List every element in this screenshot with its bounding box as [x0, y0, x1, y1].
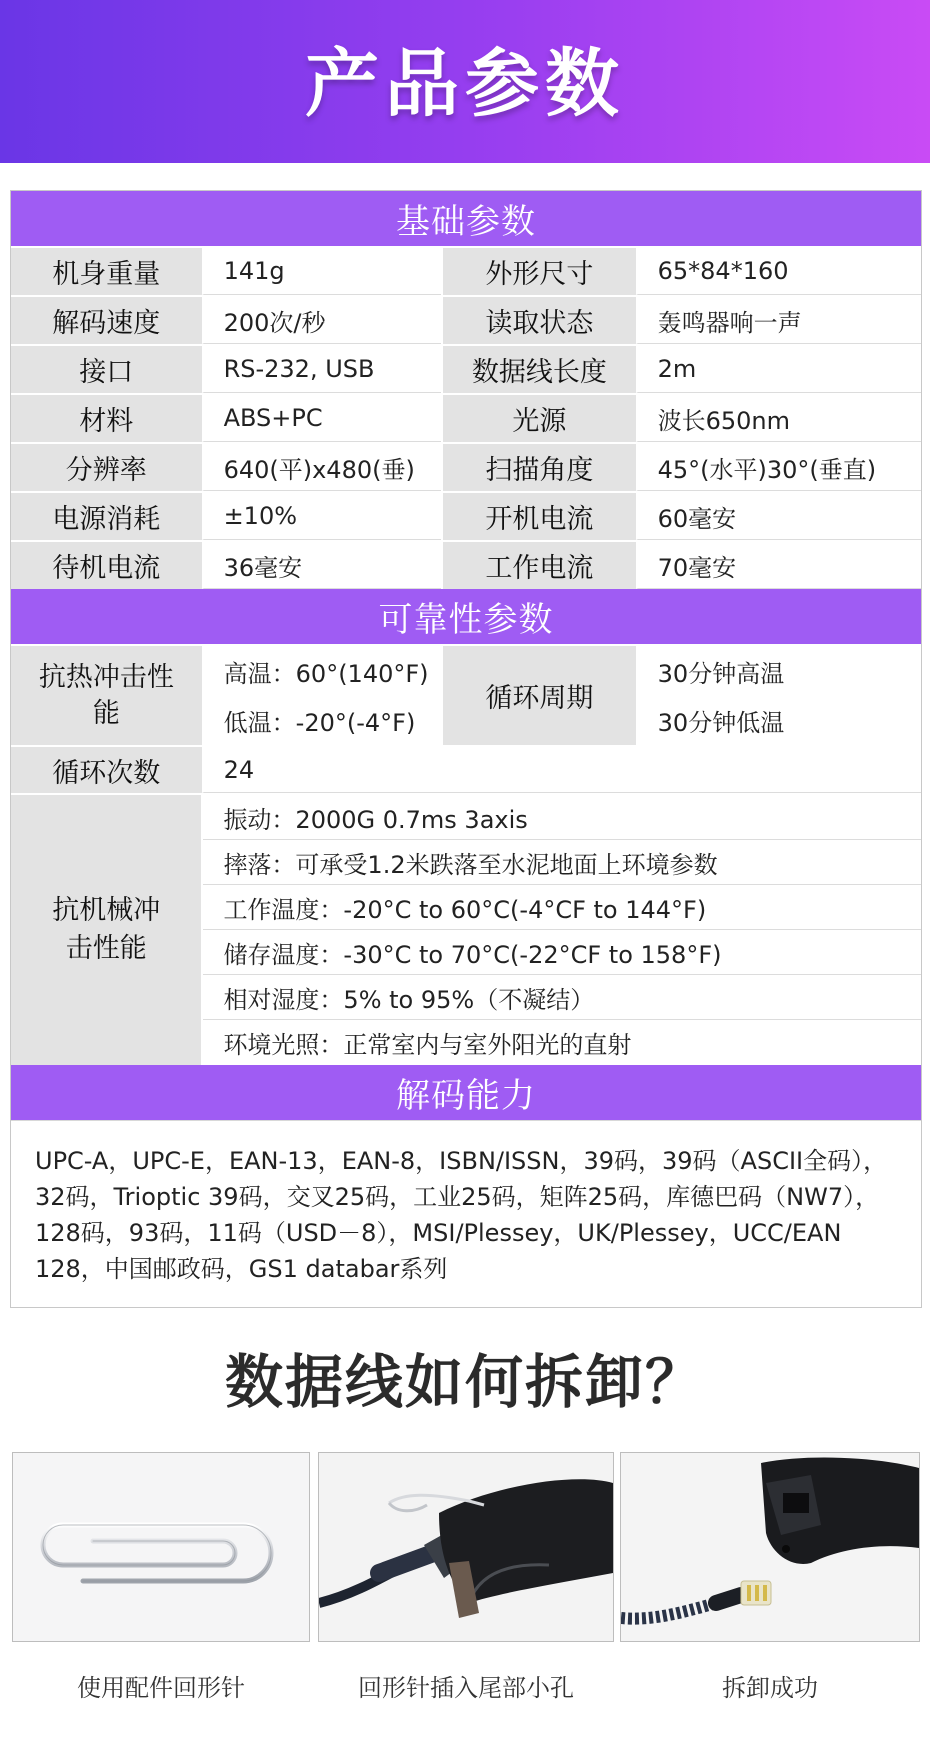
- page-title: 产品参数: [305, 40, 625, 127]
- decoding-symbologies: UPC-A，UPC-E，EAN-13，EAN-8，ISBN/ISSN，39码，39码（ASCII全码），32码，Trioptic 39码，交叉25码，工业25码，矩阵25码，库德巴码（NW7），128码，93码，11码（USD－8），MSI/Plessey，UK/Plessey，UCC/EAN 128，中国邮政码，GS1 databar系列: [11, 1120, 921, 1307]
- row-value: 60毫安: [636, 493, 921, 540]
- howto-title: 数据线如何拆卸？: [224, 1348, 705, 1416]
- list-item: 相对湿度：5% to 95%（不凝结）: [203, 975, 921, 1020]
- row-value: 70毫安: [636, 542, 921, 589]
- table-row: [11, 295, 921, 344]
- row-value: RS-232, USB: [202, 346, 442, 393]
- mechanical-shock-list: [201, 795, 921, 1065]
- row-label: 接口: [11, 346, 202, 393]
- high-temp-value: 高温：60°(140°F): [223, 659, 429, 688]
- row-label: 扫描角度: [441, 444, 636, 491]
- paperclip-photo: [12, 1452, 310, 1642]
- low-temp-value: 低温：-20°(-4°F): [223, 708, 416, 737]
- table-row: [11, 442, 921, 491]
- row-value: 45°(水平)30°(垂直): [636, 444, 921, 491]
- section-heading-basic: 基础参数: [11, 191, 921, 246]
- list-item: 摔落：可承受1.2米跌落至水泥地面上环境参数: [203, 840, 921, 885]
- row-value: 36毫安: [202, 542, 442, 589]
- cycle-count-value: 24: [202, 747, 921, 793]
- row-label: 开机电流: [441, 493, 636, 540]
- row-label: 读取状态: [441, 297, 636, 344]
- row-value: 65*84*160: [636, 248, 921, 295]
- spec-table: [10, 190, 922, 1308]
- table-row: [11, 246, 921, 295]
- section-heading-reliability: 可靠性参数: [11, 589, 921, 644]
- scanner-detached-icon: [621, 1453, 919, 1641]
- cycle-high-value: 30分钟高温: [657, 659, 785, 688]
- list-item: 环境光照：正常室内与室外阳光的直射: [203, 1020, 921, 1065]
- thermal-shock-row: [11, 644, 921, 745]
- list-item: 振动：2000G 0.7ms 3axis: [203, 795, 921, 840]
- header-banner: [0, 0, 930, 163]
- row-value: ±10%: [202, 493, 442, 540]
- insert-clip-photo: [318, 1452, 614, 1642]
- row-label: 电源消耗: [11, 493, 202, 540]
- table-row: [11, 491, 921, 540]
- cycle-period-values: [636, 646, 921, 745]
- cycle-period-label: 循环周期: [441, 646, 636, 745]
- row-label: 外形尺寸: [441, 248, 636, 295]
- mechanical-shock-label: 抗机械冲击性能: [11, 795, 201, 1065]
- paperclip-icon: [13, 1453, 309, 1641]
- row-value: ABS+PC: [202, 395, 442, 442]
- row-value: 141g: [202, 248, 442, 295]
- step-caption: 使用配件回形针: [77, 1674, 245, 1702]
- scanner-tail-icon: [319, 1453, 613, 1641]
- row-value: 2m: [636, 346, 921, 393]
- basic-rows: [11, 246, 921, 589]
- thermal-shock-label: 抗热冲击性能: [11, 646, 202, 745]
- row-label: 材料: [11, 395, 202, 442]
- list-item: 储存温度：-30°C to 70°C(-22°CF to 158°F): [203, 930, 921, 975]
- row-value: 轰鸣器响一声: [636, 297, 921, 344]
- cycle-low-value: 30分钟低温: [657, 708, 785, 737]
- row-value: 波长650nm: [636, 395, 921, 442]
- list-item: 工作温度：-20°C to 60°C(-4°CF to 144°F): [203, 885, 921, 930]
- thermal-shock-values: [202, 646, 441, 745]
- row-label: 分辨率: [11, 444, 202, 491]
- row-label: 光源: [441, 395, 636, 442]
- table-row: [11, 344, 921, 393]
- table-row: [11, 393, 921, 442]
- step-caption: 回形针插入尾部小孔: [358, 1674, 574, 1702]
- cycle-count-label: 循环次数: [11, 747, 202, 793]
- mechanical-shock-row: [11, 793, 921, 1065]
- row-label: 解码速度: [11, 297, 202, 344]
- row-label: 数据线长度: [441, 346, 636, 393]
- section-heading-decoding: 解码能力: [11, 1065, 921, 1120]
- disassembled-photo: [620, 1452, 920, 1642]
- row-label: 待机电流: [11, 542, 202, 589]
- row-value: 200次/秒: [202, 297, 442, 344]
- step-caption: 拆卸成功: [722, 1674, 818, 1702]
- cycle-count-row: [11, 745, 921, 793]
- row-label: 工作电流: [441, 542, 636, 589]
- row-value: 640(平)x480(垂): [202, 444, 442, 491]
- table-row: [11, 540, 921, 589]
- row-label: 机身重量: [11, 248, 202, 295]
